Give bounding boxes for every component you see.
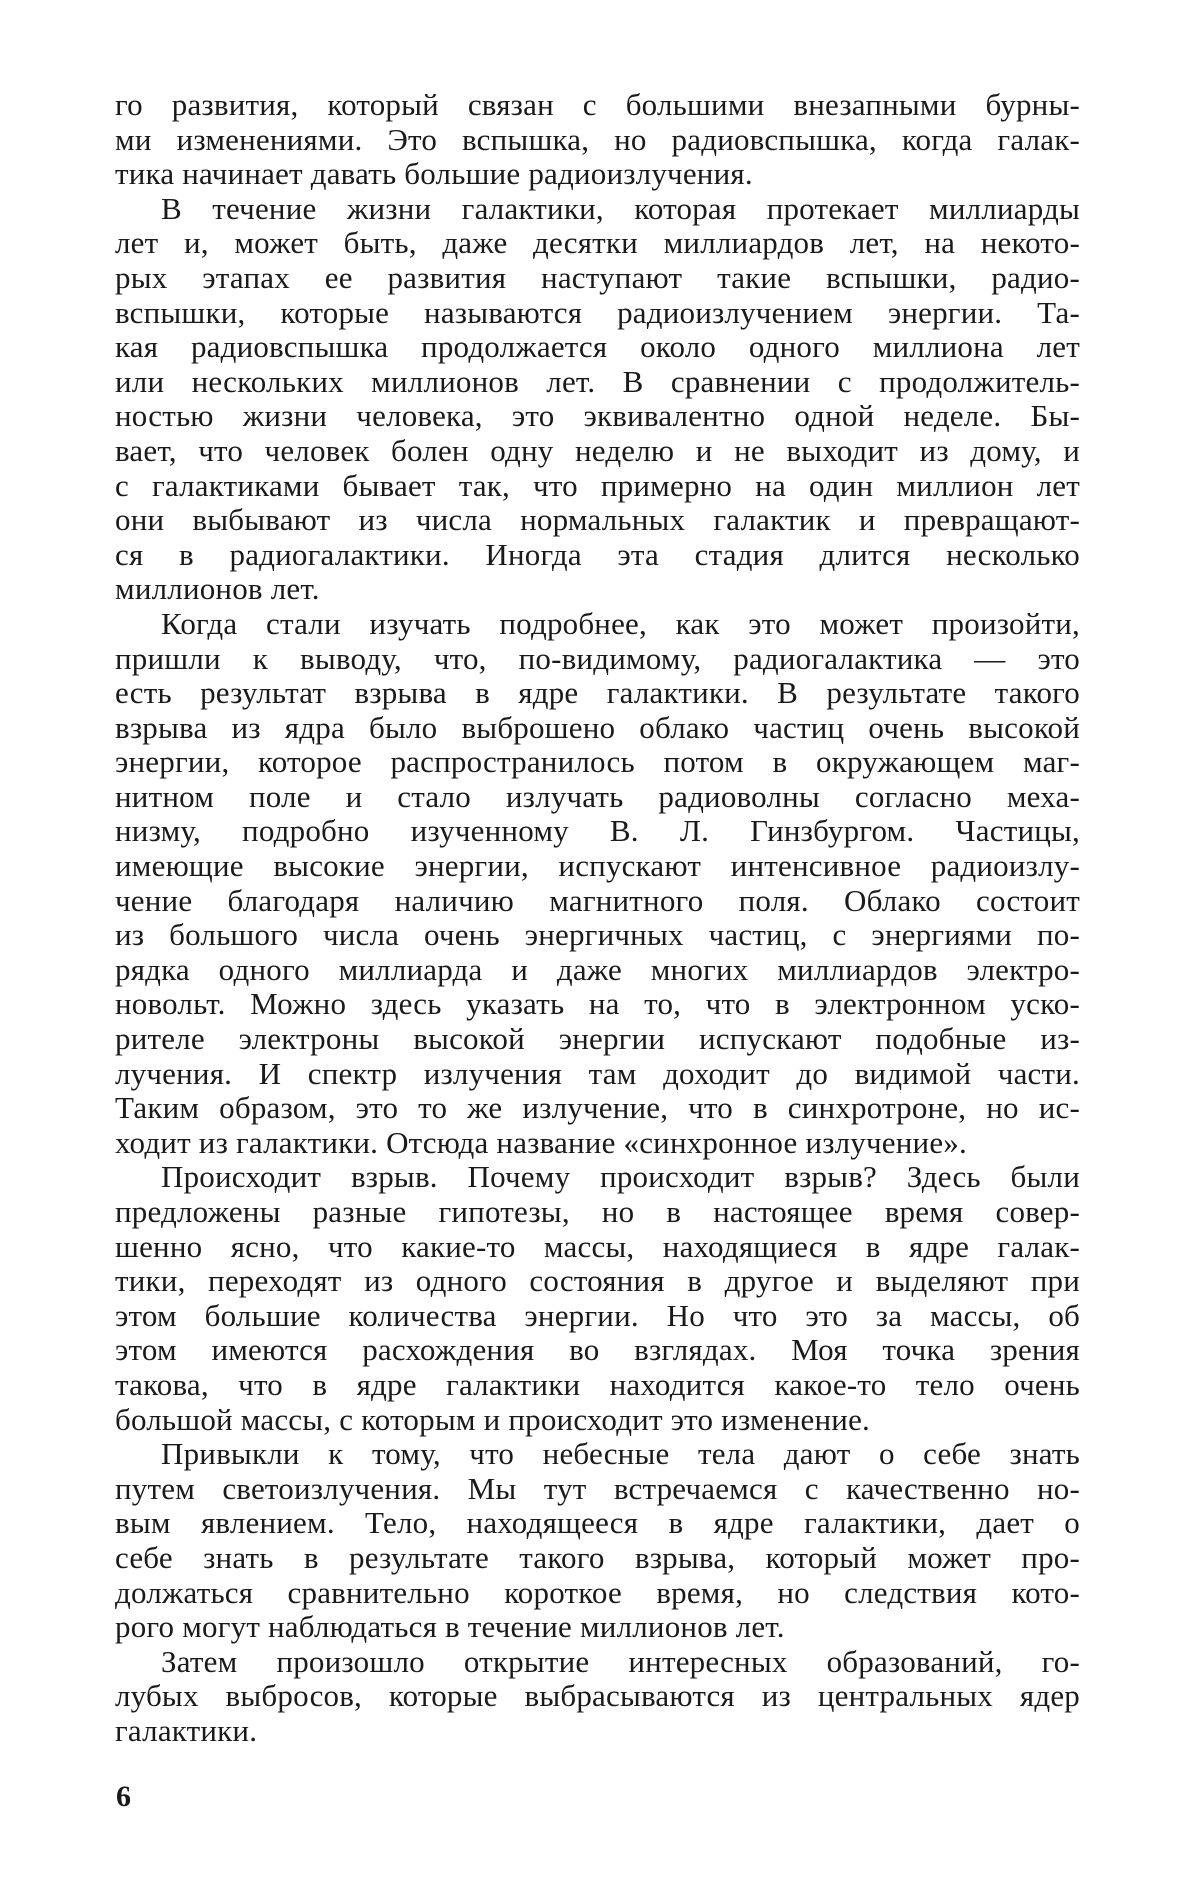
paragraph	[115, 88, 1080, 192]
page-body-text	[115, 88, 1080, 1749]
text-line: лучения. И спектр излучения там доходит до видимой части.	[115, 1055, 1080, 1091]
text-line: Когда стали изучать подробнее, как это может произойти,	[161, 605, 1080, 641]
text-line: миллионов лет.	[115, 571, 320, 607]
text-line: или нескольких миллионов лет. В сравнении с продолжитель-	[115, 363, 1080, 399]
text-line: В течение жизни галактики, которая протекает миллиарды	[161, 190, 1080, 226]
text-line: вым явлением. Тело, находящееся в ядре галактики, дает о	[115, 1505, 1080, 1541]
text-line: лет и, может быть, даже десятки миллиардов лет, на некото-	[115, 225, 1080, 261]
text-line: тика начинает давать большие радиоизлучения.	[115, 156, 753, 192]
text-line: ностью жизни человека, это эквивалентно одной неделе. Бы-	[115, 398, 1080, 434]
paragraph	[115, 1437, 1080, 1645]
text-line: низму, подробно изученному В. Л. Гинзбургом. Частицы,	[115, 813, 1080, 849]
text-line: новольт. Можно здесь указать на то, что в электронном уско-	[115, 986, 1080, 1022]
text-line: лубых выбросов, которые выбрасываются из центральных ядер	[115, 1678, 1080, 1714]
paragraph	[115, 1645, 1080, 1749]
text-line: этом имеются расхождения во взглядах. Моя точка зрения	[115, 1332, 1080, 1368]
text-line: рых этапах ее развития наступают такие вспышки, радио-	[115, 259, 1080, 295]
text-line: ся в радиогалактики. Иногда эта стадия длится несколько	[115, 536, 1080, 572]
text-line: рителе электроны высокой энергии испускают подобные из-	[115, 1021, 1080, 1057]
text-line: чение благодаря наличию магнитного поля. Облако состоит	[115, 882, 1080, 918]
text-line: рого могут наблюдаться в течение миллионов лет.	[115, 1609, 785, 1645]
text-line: галактики.	[115, 1712, 258, 1748]
text-line: этом большие количества энергии. Но что это за массы, об	[115, 1297, 1080, 1333]
text-line: Привыкли к тому, что небесные тела дают о себе знать	[161, 1436, 1080, 1472]
text-line: есть результат взрыва в ядре галактики. В результате такого	[115, 675, 1080, 711]
paragraph	[115, 1160, 1080, 1437]
text-line: тики, переходят из одного состояния в другое и выделяют при	[115, 1263, 1080, 1299]
text-line: они выбывают из числа нормальных галактик и превращают-	[115, 502, 1080, 538]
text-line: ми изменениями. Это вспышка, но радиовспышка, когда галак-	[115, 121, 1080, 157]
text-line: Затем произошло открытие интересных образований, го-	[161, 1643, 1080, 1679]
text-line: путем светоизлучения. Мы тут встречаемся с качественно но-	[115, 1470, 1080, 1506]
text-line: го развития, который связан с большими внезапными бурны-	[115, 87, 1080, 122]
text-line: рядка одного миллиарда и даже многих миллиардов электро-	[115, 951, 1080, 987]
paragraph	[115, 192, 1080, 607]
text-line: ходит из галактики. Отсюда название «синхронное излучение».	[115, 1124, 967, 1160]
text-line: должаться сравнительно короткое время, но следствия кото-	[115, 1574, 1080, 1610]
text-line: пришли к выводу, что, по-видимому, радиогалактика — это	[115, 640, 1080, 676]
text-line: такова, что в ядре галактики находится какое-то тело очень	[115, 1366, 1080, 1402]
text-line: с галактиками бывает так, что примерно на один миллион лет	[115, 467, 1080, 503]
text-line: вспышки, которые называются радиоизлучением энергии. Та-	[115, 294, 1080, 330]
text-line: Таким образом, это то же излучение, что в синхротроне, но ис-	[115, 1090, 1080, 1126]
text-line: кая радиовспышка продолжается около одного миллиона лет	[115, 329, 1080, 365]
text-line: нитном поле и стало излучать радиоволны согласно меха-	[115, 778, 1080, 814]
text-line: энергии, которое распространилось потом в окружающем маг-	[115, 744, 1080, 780]
text-line: вает, что человек болен одну неделю и не выходит из дому, и	[115, 432, 1080, 468]
page-number: 6	[116, 1780, 131, 1813]
paragraph	[115, 607, 1080, 1161]
text-line: взрыва из ядра было выброшено облако частиц очень высокой	[115, 709, 1080, 745]
text-line: предложены разные гипотезы, но в настоящее время совер-	[115, 1194, 1080, 1229]
text-line: из большого числа очень энергичных частиц, с энергиями по-	[115, 917, 1080, 953]
text-line: Происходит взрыв. Почему происходит взрыв? Здесь были	[161, 1159, 1080, 1195]
text-line: большой массы, с которым и происходит это изменение.	[115, 1401, 870, 1437]
text-line: себе знать в результате такого взрыва, который может про-	[115, 1539, 1080, 1575]
text-line: шенно ясно, что какие-то массы, находящиеся в ядре галак-	[115, 1228, 1080, 1264]
text-line: имеющие высокие энергии, испускают интенсивное радиоизлу-	[115, 848, 1080, 884]
